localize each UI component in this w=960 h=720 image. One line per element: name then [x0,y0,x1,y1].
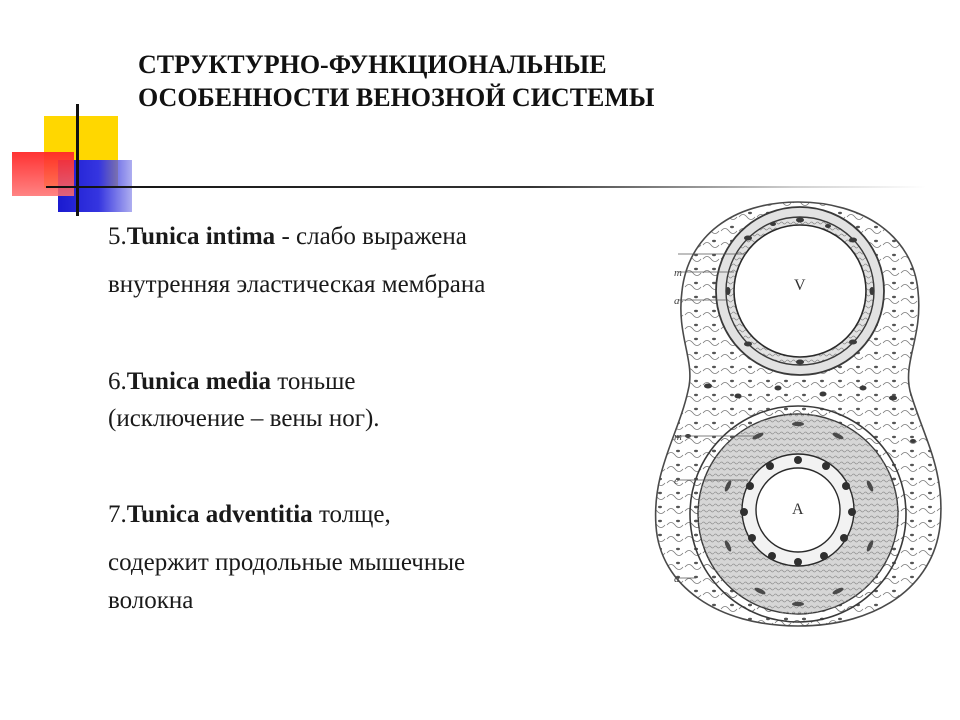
decor-vertical-line [76,104,79,216]
artery-letter: A [792,501,804,518]
item-7-continuation-2: волокна [108,587,194,614]
item-5-number: 5. [108,223,127,250]
item-7-text: толще, [312,501,391,528]
decor-red-square [12,152,74,196]
vein-letter: V [794,277,806,294]
item-7-term: Tunica adventitia [126,501,313,528]
vessel-cross-section-figure [648,196,950,632]
figure-label-artery-m: m [674,431,682,443]
item-5-term: Tunica intima [126,223,276,250]
item-5-continuation: внутренняя эластическая мембрана [108,271,486,298]
item-7-line [108,500,628,530]
item-7-continuation: содержит продольные мышечные [108,549,466,576]
slide-title-line-2: ОСОБЕННОСТИ ВЕНОЗНОЙ СИСТЕМЫ [138,83,655,112]
vessel-illustration [648,196,950,632]
title-underline [46,186,926,188]
item-6-term: Tunica media [126,368,272,395]
slide-title-line-1: СТРУКТУРНО-ФУНКЦИОНАЛЬНЫЕ [138,50,607,79]
figure-label-artery-a: a [674,573,680,585]
figure-label-vein-a: a [674,295,680,307]
item-6-text: тоньше [271,368,356,395]
item-5-line [108,222,628,252]
item-6-continuation: (исключение – вены ног). [108,405,380,432]
item-5-text: - слабо выражена [275,223,467,250]
item-6-line [108,367,628,397]
slide-title [138,48,898,114]
item-6-number: 6. [108,368,127,395]
figure-label-artery-e: e [674,475,679,487]
item-7-number: 7. [108,501,127,528]
figure-label-vein-m: m [674,267,682,279]
